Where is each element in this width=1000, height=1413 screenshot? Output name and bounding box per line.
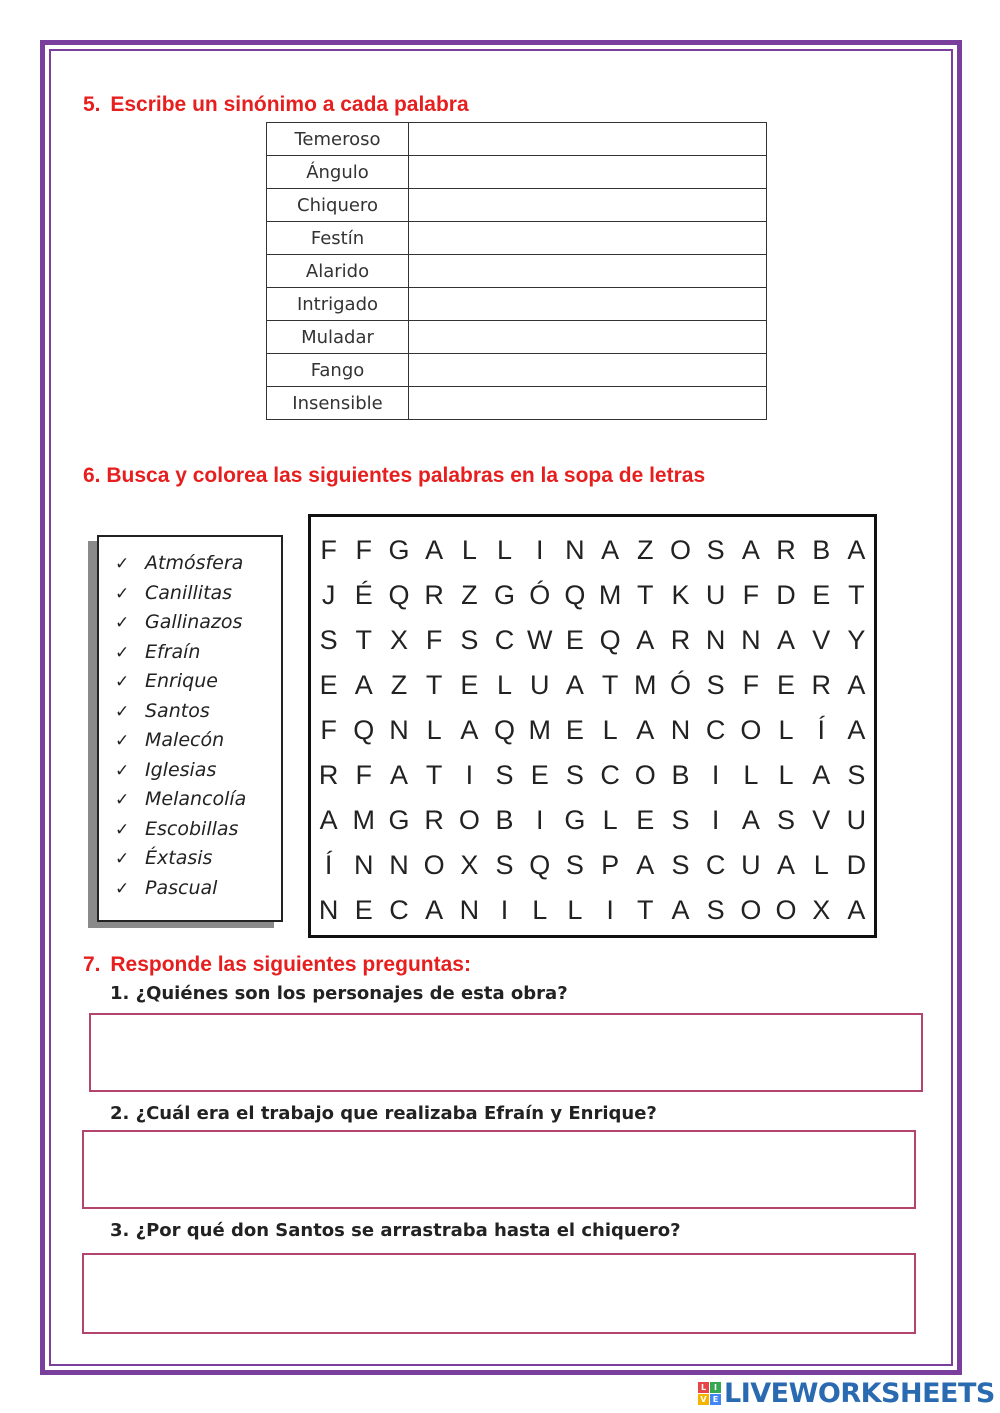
- check-icon: ✓: [115, 760, 130, 781]
- grid-cell[interactable]: V: [812, 805, 831, 835]
- grid-cell[interactable]: N: [318, 895, 339, 925]
- grid-cell[interactable]: U: [529, 670, 550, 700]
- grid-cell[interactable]: S: [319, 625, 338, 655]
- grid-row: [311, 663, 874, 708]
- grid-cell[interactable]: A: [847, 670, 866, 700]
- grid-cell[interactable]: A: [777, 850, 796, 880]
- grid-cell[interactable]: E: [812, 580, 831, 610]
- grid-cell[interactable]: N: [670, 715, 691, 745]
- grid-cell[interactable]: Z: [461, 580, 478, 610]
- grid-cell[interactable]: O: [669, 535, 691, 565]
- grid-cell[interactable]: Z: [390, 670, 408, 700]
- logo-text: LIVEWORKSHEETS: [724, 1377, 995, 1409]
- grid-cell[interactable]: S: [847, 760, 866, 790]
- word-list-label: Efraín: [145, 640, 201, 663]
- grid-cell[interactable]: S: [671, 850, 690, 880]
- synonym-word: Temeroso: [267, 123, 409, 156]
- grid-cell[interactable]: A: [847, 535, 866, 565]
- grid-cell[interactable]: P: [601, 850, 620, 880]
- grid-cell[interactable]: R: [424, 580, 444, 610]
- grid-cell[interactable]: R: [776, 535, 796, 565]
- grid-cell[interactable]: C: [494, 625, 515, 655]
- answer-box-2[interactable]: [82, 1130, 916, 1209]
- grid-row: [311, 708, 874, 753]
- synonym-row: [267, 354, 767, 387]
- check-icon: ✓: [115, 554, 130, 574]
- grid-cell[interactable]: N: [389, 715, 409, 745]
- synonym-word: Muladar: [267, 321, 409, 354]
- word-list-item: [115, 608, 281, 638]
- grid-cell[interactable]: F: [355, 535, 373, 565]
- section-7-title: Responde las siguientes preguntas:: [110, 953, 471, 976]
- question-2: 2. ¿Cuál era el trabajo que realizaba Efraín y Enrique?: [110, 1103, 657, 1124]
- check-icon: ✓: [115, 731, 130, 751]
- grid-cell[interactable]: F: [320, 715, 337, 745]
- grid-cell[interactable]: W: [526, 625, 553, 655]
- grid-cell[interactable]: É: [354, 580, 373, 610]
- grid-cell[interactable]: T: [355, 625, 373, 655]
- grid-cell[interactable]: B: [495, 805, 514, 835]
- synonym-word: Intrigado: [267, 288, 409, 321]
- question-1: 1. ¿Quiénes son los personajes de esta obra?: [110, 983, 568, 1004]
- grid-cell[interactable]: A: [847, 715, 866, 745]
- synonym-answer-field[interactable]: [409, 354, 767, 387]
- grid-cell[interactable]: C: [705, 850, 726, 880]
- grid-cell[interactable]: G: [494, 580, 516, 610]
- grid-cell[interactable]: T: [601, 670, 619, 700]
- synonym-word: Fango: [267, 354, 409, 387]
- grid-cell[interactable]: M: [598, 580, 622, 610]
- grid-cell[interactable]: S: [777, 805, 796, 835]
- section-6-heading: [83, 464, 705, 488]
- section-7-heading: [83, 953, 471, 977]
- check-icon: ✓: [115, 642, 130, 663]
- grid-cell[interactable]: B: [812, 535, 831, 565]
- grid-cell[interactable]: L: [743, 760, 759, 790]
- synonym-word: Ángulo: [267, 156, 409, 189]
- synonym-row: [267, 189, 767, 222]
- grid-cell[interactable]: Y: [847, 625, 866, 655]
- grid-cell[interactable]: Í: [324, 850, 333, 880]
- section-7-number: 7.: [83, 953, 101, 976]
- synonym-table: [266, 122, 767, 420]
- check-icon: ✓: [115, 878, 130, 899]
- grid-cell[interactable]: E: [565, 715, 584, 745]
- check-icon: ✓: [115, 613, 130, 633]
- grid-cell[interactable]: A: [425, 895, 444, 925]
- grid-cell[interactable]: L: [497, 535, 513, 565]
- synonym-answer-field[interactable]: [409, 255, 767, 288]
- word-list-item: [115, 638, 281, 668]
- grid-cell[interactable]: A: [565, 670, 584, 700]
- grid-cell[interactable]: R: [424, 805, 444, 835]
- grid-cell[interactable]: L: [778, 760, 794, 790]
- logo-letter-l: L: [698, 1382, 709, 1393]
- word-list-label: Iglesias: [145, 758, 217, 781]
- synonym-answer-field[interactable]: [409, 387, 767, 420]
- synonym-word: Festín: [267, 222, 409, 255]
- section-5-heading: [83, 93, 469, 117]
- word-list-item: [115, 844, 281, 874]
- grid-cell[interactable]: Q: [529, 850, 551, 880]
- grid-cell[interactable]: R: [811, 670, 831, 700]
- synonym-answer-field[interactable]: [409, 123, 767, 156]
- grid-cell[interactable]: D: [846, 850, 867, 880]
- grid-cell[interactable]: J: [321, 580, 336, 610]
- word-list-label: Atmósfera: [145, 552, 244, 574]
- logo-letter-i: I: [710, 1382, 721, 1393]
- word-list-label: Malecón: [145, 729, 225, 751]
- grid-cell[interactable]: A: [741, 805, 760, 835]
- grid-cell[interactable]: Q: [599, 625, 621, 655]
- synonym-row: [267, 387, 767, 420]
- word-list-label: Melancolía: [145, 788, 247, 810]
- check-icon: ✓: [115, 790, 130, 810]
- grid-cell[interactable]: A: [601, 535, 620, 565]
- synonym-row: [267, 123, 767, 156]
- word-list-item: [115, 756, 281, 786]
- grid-cell[interactable]: S: [706, 535, 725, 565]
- section-6-number: 6.: [83, 464, 101, 487]
- grid-cell[interactable]: S: [671, 805, 690, 835]
- grid-cell[interactable]: N: [705, 625, 726, 655]
- grid-cell[interactable]: O: [634, 760, 656, 790]
- word-list-item: [115, 697, 281, 727]
- grid-cell[interactable]: U: [741, 850, 761, 880]
- grid-cell[interactable]: C: [705, 715, 726, 745]
- logo-mark-icon: [698, 1382, 721, 1405]
- grid-cell[interactable]: E: [530, 760, 549, 790]
- grid-row: [311, 618, 874, 663]
- grid-cell[interactable]: E: [565, 625, 584, 655]
- synonym-row: [267, 222, 767, 255]
- word-list-item: [115, 667, 281, 697]
- grid-cell[interactable]: M: [528, 715, 551, 745]
- grid-cell[interactable]: L: [602, 805, 618, 835]
- grid-cell[interactable]: F: [355, 760, 373, 790]
- check-icon: ✓: [115, 819, 130, 840]
- grid-cell[interactable]: I: [711, 760, 720, 790]
- grid-cell[interactable]: T: [425, 760, 443, 790]
- word-list-item: [115, 726, 281, 756]
- grid-cell[interactable]: O: [740, 895, 762, 925]
- grid-cell[interactable]: S: [460, 625, 479, 655]
- grid-cell[interactable]: N: [459, 895, 480, 925]
- grid-cell[interactable]: S: [495, 850, 514, 880]
- grid-cell[interactable]: F: [425, 625, 443, 655]
- synonym-row: [267, 288, 767, 321]
- grid-cell[interactable]: E: [636, 805, 655, 835]
- word-list-item: [115, 549, 281, 579]
- grid-cell[interactable]: X: [389, 625, 408, 655]
- grid-cell[interactable]: D: [776, 580, 796, 610]
- liveworksheets-logo[interactable]: [698, 1378, 995, 1408]
- check-icon: ✓: [115, 849, 130, 869]
- grid-cell[interactable]: A: [460, 715, 479, 745]
- word-list-label: Éxtasis: [145, 847, 213, 869]
- grid-cell[interactable]: Q: [564, 580, 586, 610]
- grid-cell[interactable]: F: [742, 580, 760, 610]
- grid-cell[interactable]: E: [354, 895, 373, 925]
- grid-cell[interactable]: S: [706, 670, 725, 700]
- grid-cell[interactable]: N: [741, 625, 761, 655]
- grid-cell[interactable]: Q: [388, 580, 410, 610]
- answer-box-3[interactable]: [82, 1253, 916, 1334]
- check-icon: ✓: [115, 701, 130, 722]
- word-list-label: Escobillas: [145, 817, 239, 840]
- grid-cell[interactable]: T: [425, 670, 443, 700]
- grid-row: [311, 798, 874, 843]
- grid-cell[interactable]: G: [564, 805, 586, 835]
- grid-cell[interactable]: O: [423, 850, 445, 880]
- grid-cell[interactable]: F: [320, 535, 337, 565]
- grid-cell[interactable]: A: [354, 670, 373, 700]
- grid-cell[interactable]: L: [461, 535, 477, 565]
- synonym-answer-field[interactable]: [409, 321, 767, 354]
- grid-cell[interactable]: I: [535, 535, 544, 565]
- grid-cell[interactable]: E: [777, 670, 796, 700]
- grid-cell[interactable]: A: [671, 895, 690, 925]
- grid-cell[interactable]: S: [565, 850, 584, 880]
- grid-cell[interactable]: Ó: [529, 580, 551, 610]
- grid-cell[interactable]: M: [634, 670, 657, 700]
- grid-cell[interactable]: A: [636, 850, 655, 880]
- synonym-row: [267, 156, 767, 189]
- grid-cell[interactable]: A: [389, 760, 408, 790]
- grid-cell[interactable]: B: [671, 760, 690, 790]
- word-list-item: [115, 815, 281, 845]
- grid-cell[interactable]: Q: [353, 715, 375, 745]
- synonym-answer-field[interactable]: [409, 189, 767, 222]
- grid-cell[interactable]: X: [460, 850, 479, 880]
- word-list-label: Canillitas: [145, 581, 233, 604]
- grid-cell[interactable]: L: [813, 850, 829, 880]
- question-3: 3. ¿Por qué don Santos se arrastraba hasta el chiquero?: [110, 1220, 681, 1241]
- grid-cell[interactable]: T: [848, 580, 865, 610]
- logo-letter-v: V: [698, 1394, 709, 1405]
- grid-cell[interactable]: O: [775, 895, 797, 925]
- grid-cell[interactable]: O: [740, 715, 762, 745]
- section-5-title: Escribe un sinónimo a cada palabra: [110, 93, 469, 116]
- word-list-label: Gallinazos: [145, 611, 243, 633]
- grid-cell[interactable]: I: [535, 805, 544, 835]
- grid-cell[interactable]: S: [565, 760, 584, 790]
- grid-cell[interactable]: Ó: [669, 670, 691, 700]
- word-list-label: Pascual: [145, 876, 218, 899]
- grid-row: [311, 753, 874, 798]
- synonym-word: Insensible: [267, 387, 409, 420]
- check-icon: ✓: [115, 672, 130, 692]
- synonym-answer-field[interactable]: [409, 156, 767, 189]
- grid-cell[interactable]: R: [318, 760, 339, 790]
- grid-cell[interactable]: A: [636, 625, 655, 655]
- grid-cell[interactable]: A: [812, 760, 831, 790]
- grid-cell[interactable]: F: [742, 670, 760, 700]
- word-list-item: [115, 579, 281, 609]
- grid-cell[interactable]: Í: [817, 715, 825, 745]
- grid-cell[interactable]: L: [497, 670, 513, 700]
- word-list-item: [115, 785, 281, 815]
- grid-cell[interactable]: A: [425, 535, 444, 565]
- synonym-answer-field[interactable]: [409, 288, 767, 321]
- grid-cell[interactable]: C: [389, 895, 409, 925]
- grid-cell[interactable]: A: [319, 805, 338, 835]
- grid-cell[interactable]: I: [500, 895, 509, 925]
- word-list-label: Santos: [145, 699, 210, 722]
- grid-cell[interactable]: G: [388, 535, 410, 565]
- grid-cell[interactable]: T: [637, 580, 654, 610]
- grid-cell[interactable]: L: [532, 895, 548, 925]
- grid-cell[interactable]: Z: [637, 535, 654, 565]
- synonym-word: Chiquero: [267, 189, 409, 222]
- grid-cell[interactable]: L: [567, 895, 583, 925]
- word-list-item: [115, 874, 281, 904]
- grid-row: [311, 528, 874, 573]
- grid-cell[interactable]: N: [354, 850, 374, 880]
- word-list-box: [97, 535, 283, 922]
- grid-cell[interactable]: I: [606, 895, 614, 925]
- synonym-word: Alarido: [267, 255, 409, 288]
- grid-cell[interactable]: V: [812, 625, 831, 655]
- section-6-title: Busca y colorea las siguientes palabras en la sopa de letras: [106, 464, 706, 487]
- grid-cell[interactable]: N: [389, 850, 409, 880]
- grid-cell[interactable]: S: [706, 895, 725, 925]
- grid-cell[interactable]: I: [711, 805, 720, 835]
- grid-cell[interactable]: I: [465, 760, 474, 790]
- synonym-row: [267, 321, 767, 354]
- grid-cell[interactable]: A: [847, 895, 866, 925]
- grid-cell[interactable]: A: [777, 625, 796, 655]
- grid-cell[interactable]: O: [458, 805, 480, 835]
- grid-cell[interactable]: A: [636, 715, 655, 745]
- grid-cell[interactable]: E: [460, 670, 479, 700]
- answer-box-1[interactable]: [89, 1013, 923, 1092]
- grid-cell[interactable]: N: [565, 535, 585, 565]
- grid-cell[interactable]: A: [741, 535, 760, 565]
- grid-cell[interactable]: G: [388, 805, 410, 835]
- synonym-row: [267, 255, 767, 288]
- grid-cell[interactable]: Q: [494, 715, 516, 745]
- grid-cell[interactable]: U: [846, 805, 867, 835]
- grid-cell[interactable]: S: [495, 760, 514, 790]
- grid-cell[interactable]: L: [778, 715, 794, 745]
- grid-row: [311, 843, 874, 888]
- grid-cell[interactable]: R: [670, 625, 691, 655]
- grid-cell[interactable]: K: [671, 580, 690, 610]
- section-5-number: 5.: [83, 93, 101, 116]
- grid-cell[interactable]: U: [705, 580, 726, 610]
- grid-row: [311, 888, 874, 933]
- grid-cell[interactable]: M: [352, 805, 376, 835]
- grid-cell[interactable]: T: [637, 895, 654, 925]
- grid-cell[interactable]: L: [426, 715, 442, 745]
- synonym-answer-field[interactable]: [409, 222, 767, 255]
- grid-cell[interactable]: X: [812, 895, 831, 925]
- word-list-label: Enrique: [145, 670, 218, 692]
- grid-cell[interactable]: E: [319, 670, 338, 700]
- grid-row: [311, 573, 874, 618]
- word-search-grid[interactable]: [308, 514, 877, 938]
- grid-cell[interactable]: C: [600, 760, 620, 790]
- grid-cell[interactable]: L: [602, 715, 618, 745]
- check-icon: ✓: [115, 583, 130, 604]
- logo-letter-e: E: [710, 1394, 721, 1405]
